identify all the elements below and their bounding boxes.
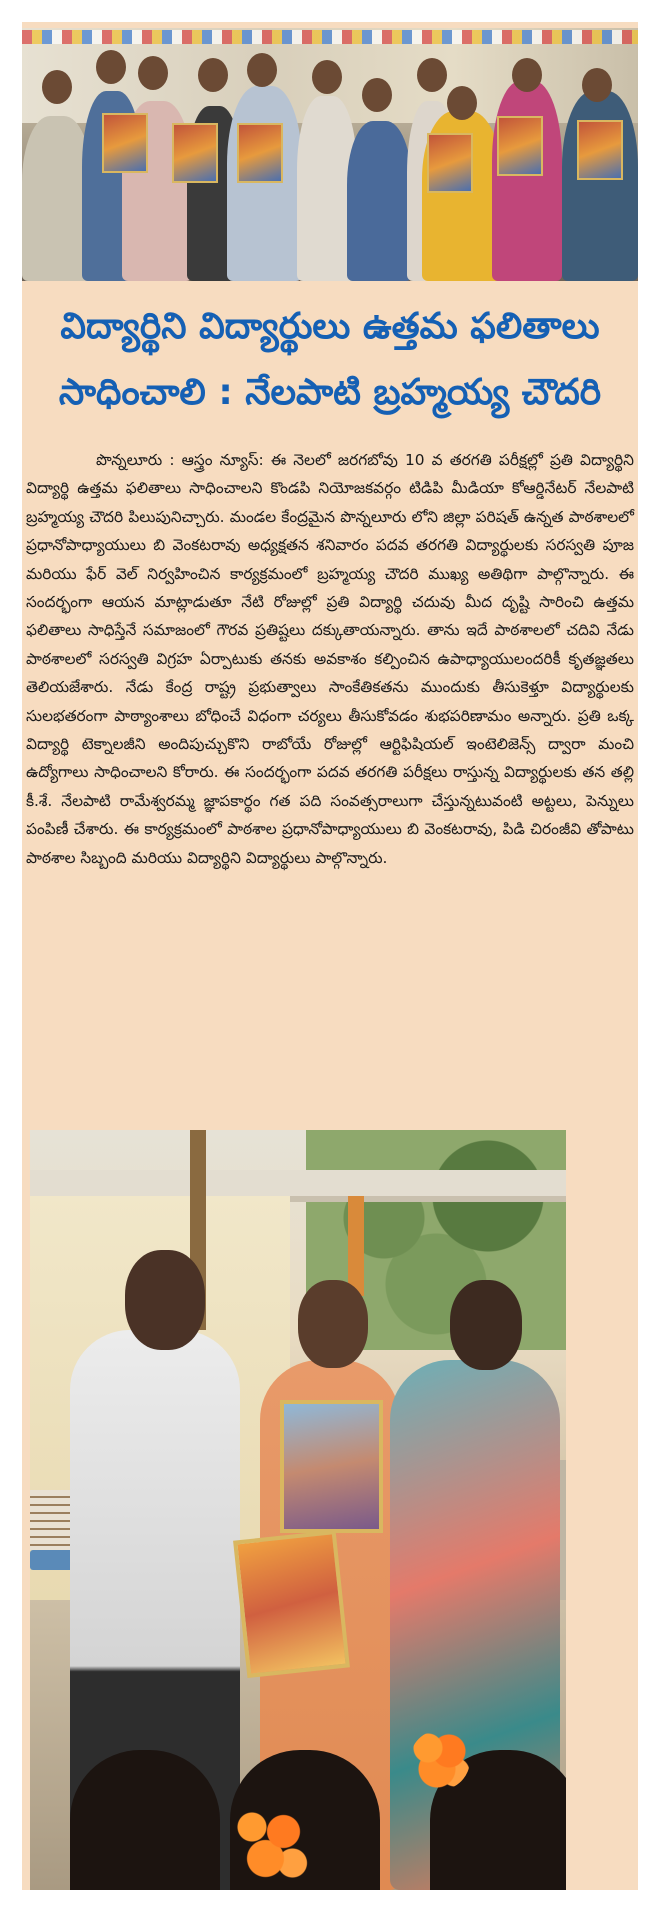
article-headline	[22, 294, 638, 426]
article-body: పొన్నలూరు : ఆస్త్రం న్యూస్: ఈ నెలలో జరగబోవు 10 వ తరగతి పరీక్షల్లో ప్రతి విద్యార్థిని విద్యార్థి ఉత్తమ ఫలితాలు సాధించాలని కొండపి నియోజకవర్గం టిడిపి మీడియా కోఆర్డినేటర్ నేలపాటి బ్రహ్మయ్య చౌదరి పిలుపునిచ్చారు. మండల కేంద్రమైన పొన్నలూరు లోని జిల్లా పరిషత్ ఉన్నత పాఠశాలలో ప్రధానోపాధ్యాయులు బి వెంకటరావు అధ్యక్షతన శనివారం పదవ తరగతి విద్యార్థులకు సరస్వతి పూజ మరియు ఫేర్ వెల్ నిర్వహించిన కార్యక్రమంలో బ్రహ్మయ్య చౌదరి ముఖ్య అతిథిగా పాల్గొన్నారు. ఈ సందర్భంగా ఆయన మాట్లాడుతూ నేటి రోజుల్లో ప్రతి విద్యార్థి చదువు మీద దృష్టి సారించి ఉత్తమ ఫలితాలు సాధిస్తేనే సమాజంలో గౌరవ ప్రతిష్టలు దక్కుతాయన్నారు. తాను ఇదే పాఠశాలలో చదివి నేడు పాఠశాలలో సరస్వతి విగ్రహ ఏర్పాటుకు తనకు అవకాశం కల్పించిన ఉపాధ్యాయులందరికీ కృతజ్ఞతలు తెలియజేశారు. నేడు కేంద్ర రాష్ట్ర ప్రభుత్వాలు సాంకేతికతను ముందుకు తీసుకెళ్తూ విద్యార్థులకు సులభతరంగా పాఠ్యాంశాలు బోధించే విధంగా చర్యలు తీసుకోవడం శుభపరిణామం అన్నారు. ప్రతి ఒక్క విద్యార్థి టెక్నాలజీని అందిపుచ్చుకొని రాబోయే రోజుల్లో ఆర్టిఫిషియల్ ఇంటెలిజెన్స్ ద్వారా మంచి ఉద్యోగాలు సాధించాలని కోరారు. ఈ సందర్భంగా పదవ తరగతి పరీక్షలు రాస్తున్న విద్యార్థులకు తన తల్లి కీ.శే. నేలపాటి రామేశ్వరమ్మ జ్ఞాపకార్థం గత పది సంవత్సరాలుగా చేస్తున్నటువంటి అట్టలు, పెన్నులు పంపిణీ చేశారు. ఈ కార్యక్రమంలో పాఠశాల ప్రధానోపాధ్యాయులు బి వెంకటరావు, పిడి చిరంజీవి తోపాటు పాఠశాల సిబ్బంది మరియు విద్యార్థిని విద్యార్థులు పాల్గొన్నారు.	[26, 451, 634, 867]
framed-picture	[280, 1400, 383, 1533]
hair-flowers	[410, 1730, 470, 1790]
headline-line-1: విద్యార్థిని విద్యార్థులు ఉత్తమ ఫలితాలు	[60, 306, 600, 347]
top-photo-group-with-frames	[22, 28, 638, 281]
decorative-bunting	[22, 30, 638, 44]
bottom-photo-frame-presentation	[30, 1130, 566, 1890]
news-clipping	[22, 22, 638, 1890]
framed-picture	[233, 1530, 350, 1678]
hair-flowers	[225, 1800, 315, 1890]
headline-line-2: సాధించాలి : నేలపాటి బ్రహ్మయ్య చౌదరి	[58, 372, 602, 413]
